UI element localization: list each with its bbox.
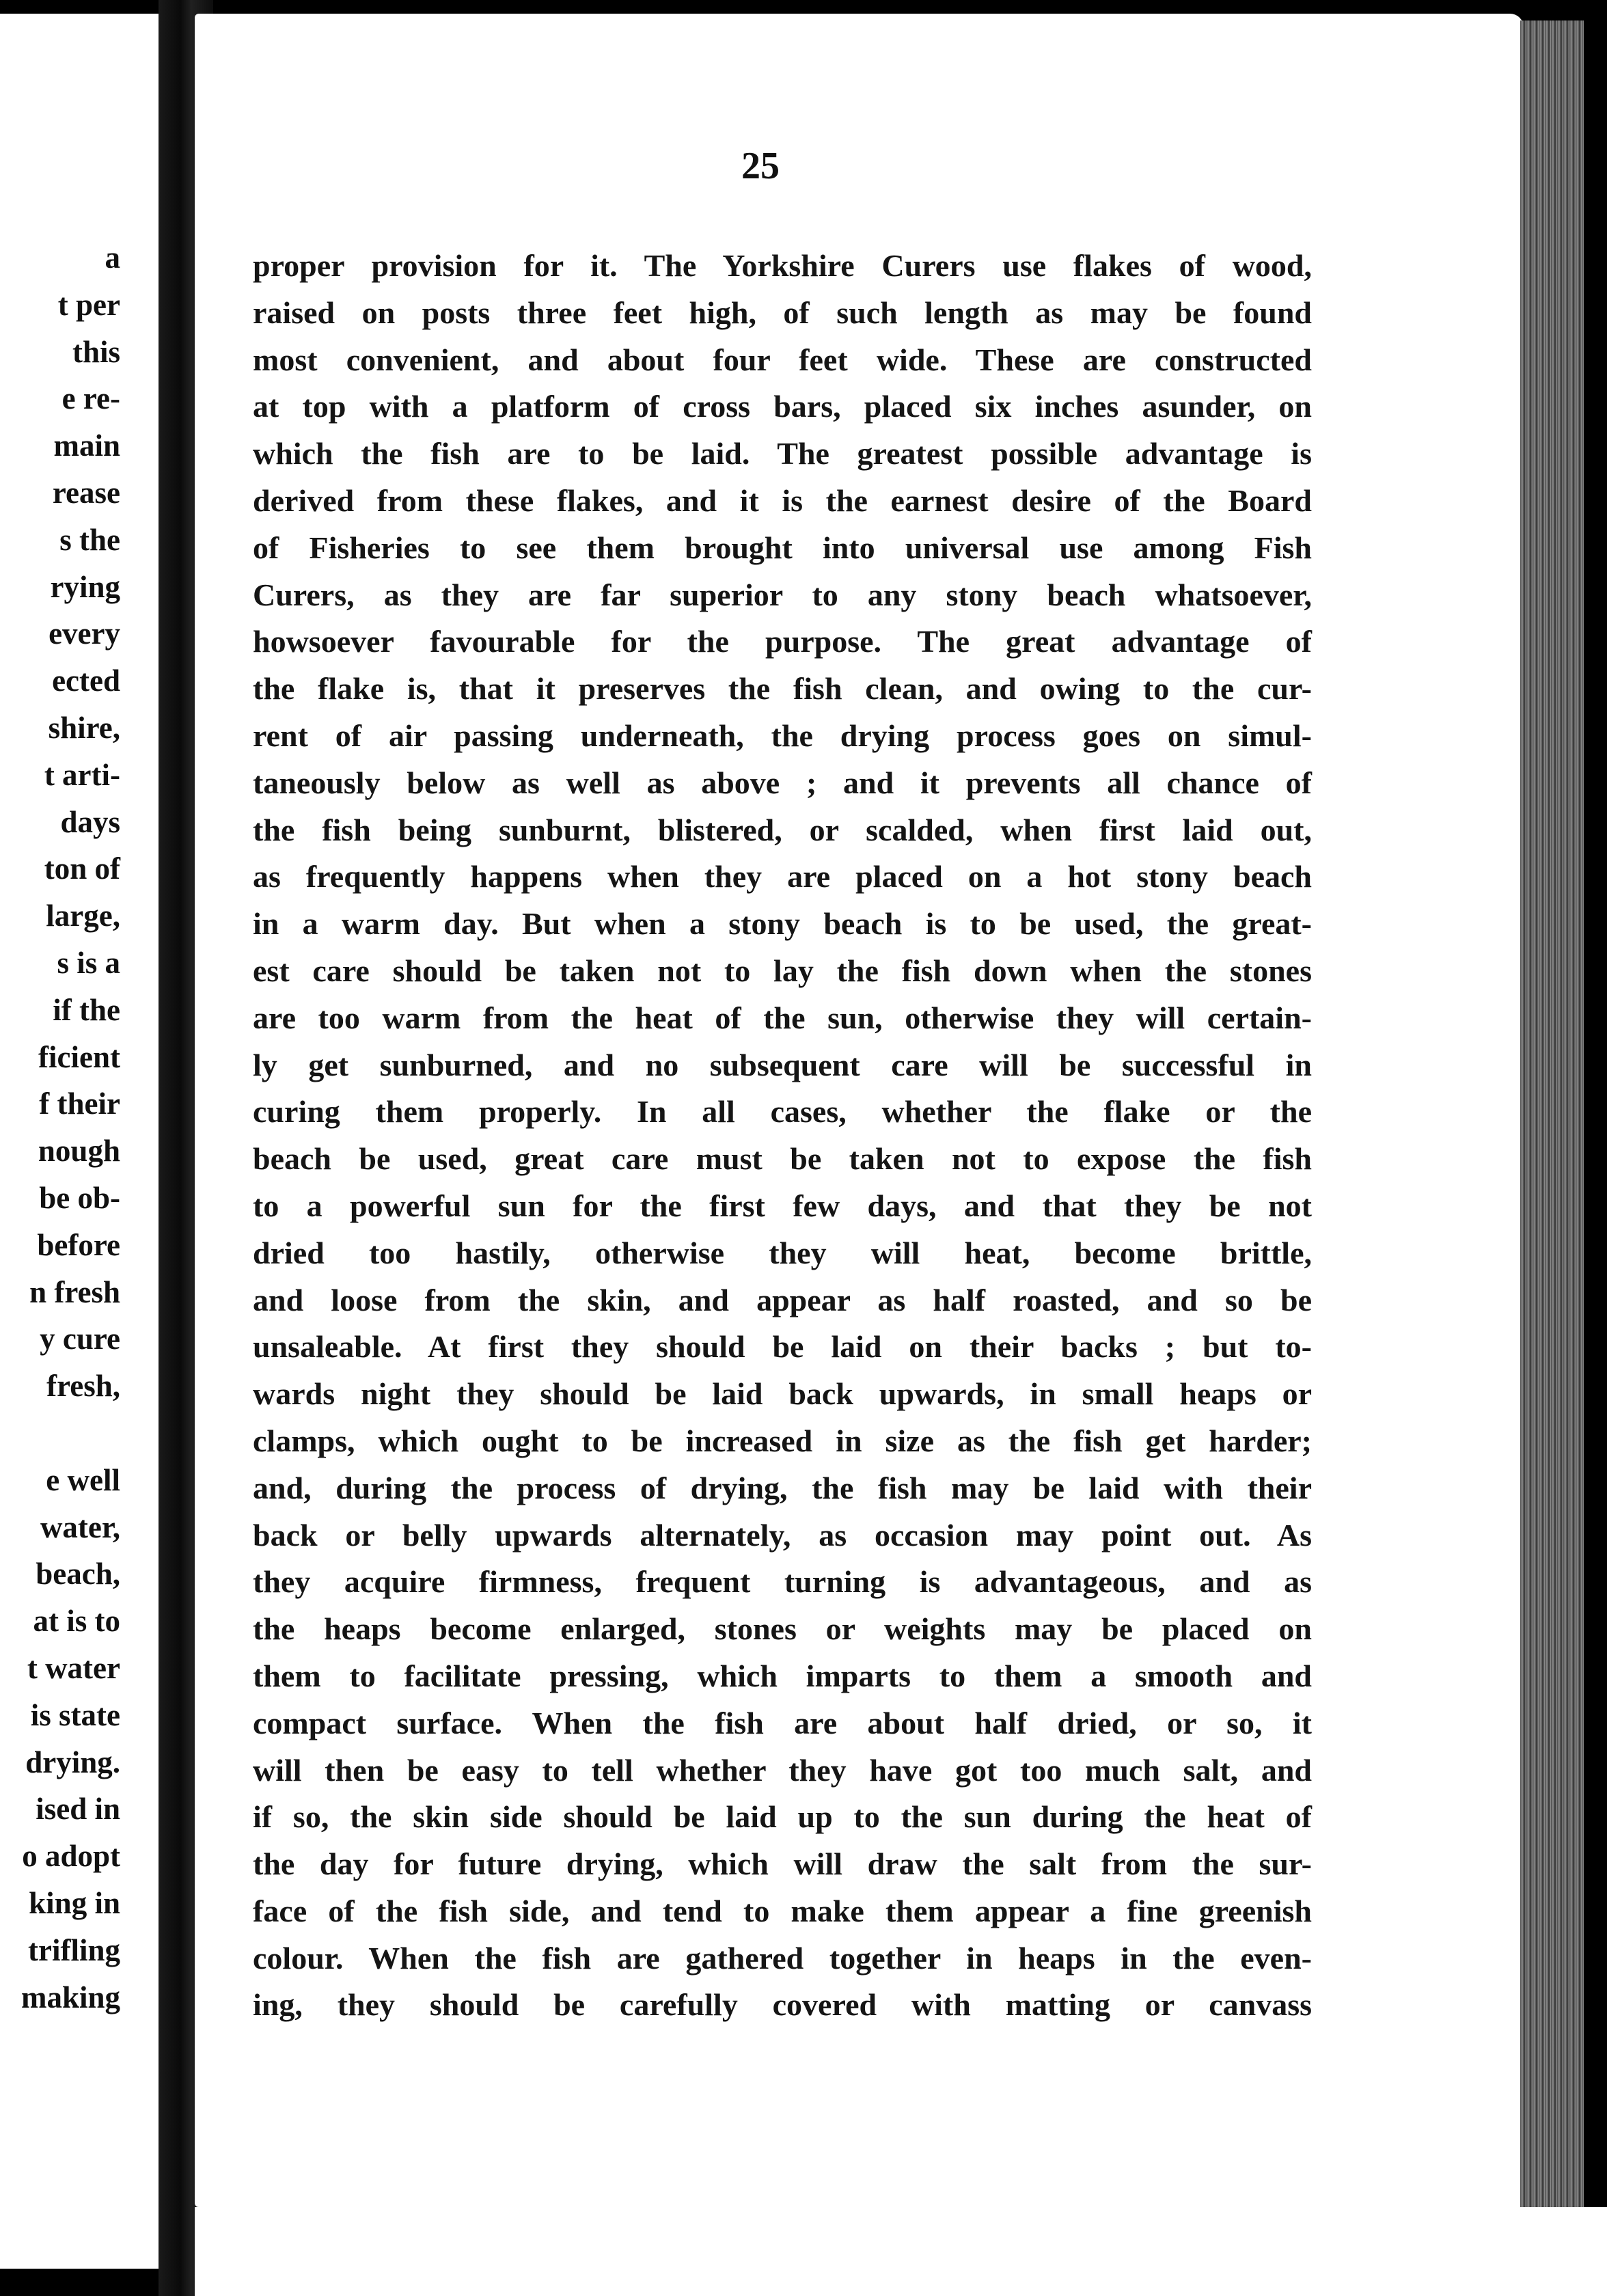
left-page-line: this <box>72 334 120 369</box>
body-text-line: raised on posts three feet high, of such length as may be found <box>253 295 1312 330</box>
left-page-line: t per <box>57 287 120 322</box>
body-text-line: derived from these flakes, and it is the earnest desire of the Board <box>253 482 1312 518</box>
body-text-line: clamps, which ought to be increased in size as the fish get harder; <box>253 1423 1312 1458</box>
body-text-line: the day for future drying, which will draw the salt from the sur- <box>253 1846 1312 1882</box>
body-text-line: the flake is, that it preserves the fish clean, and owing to the cur- <box>253 671 1312 707</box>
left-page-line: water, <box>40 1509 120 1544</box>
left-page-line: t water <box>27 1651 120 1685</box>
body-text-line: unsaleable. At first they should be laid on their backs ; but to- <box>253 1329 1312 1365</box>
body-text-line: proper provision for it. The Yorkshire Curers use flakes of wood, <box>253 248 1312 283</box>
body-text-line: ly get sunburned, and no subsequent care will be successful in <box>253 1047 1312 1082</box>
left-page-fragment <box>0 14 159 2269</box>
left-page-line: drying. <box>25 1745 120 1779</box>
left-page-line: nough <box>38 1134 120 1168</box>
body-text-line: they acquire firmness, frequent turning is advantageous, and as <box>253 1564 1312 1600</box>
body-text-line: rent of air passing underneath, the drying process goes on simul- <box>253 718 1312 753</box>
left-page-line: f their <box>39 1086 120 1121</box>
left-page-line: days <box>60 804 120 839</box>
left-page-line: king in <box>29 1886 120 1920</box>
scan-bottom-margin <box>195 2207 1607 2296</box>
body-text-line: the heaps become enlarged, stones or weights may be placed on <box>253 1611 1312 1647</box>
body-text-line: if so, the skin side should be laid up to the sun during the heat of <box>253 1799 1312 1835</box>
body-text-line: and, during the process of drying, the fish may be laid with their <box>253 1470 1312 1505</box>
left-page-line: ised in <box>36 1792 120 1827</box>
left-page-line: making <box>20 1980 120 2014</box>
body-text-line: back or belly upwards alternately, as occasion may point out. As <box>253 1517 1312 1553</box>
left-page-line: s the <box>59 522 120 557</box>
body-text-line: est care should be taken not to lay the fish down when the stones <box>253 953 1312 988</box>
body-text-line: curing them properly. In all cases, whether the flake or the <box>253 1094 1312 1130</box>
scan-border-right <box>1584 0 1607 2296</box>
left-page-line: every <box>49 616 120 651</box>
body-text-line: and loose from the skin, and appear as half roasted, and so be <box>253 1282 1312 1317</box>
body-text-line: are too warm from the heat of the sun, otherwise they will certain- <box>253 1000 1312 1035</box>
body-text-line: taneously below as well as above ; and it prevents all chance of <box>253 765 1312 800</box>
body-text-line: beach be used, great care must be taken not to expose the fish <box>253 1141 1312 1177</box>
left-page-line: fresh, <box>46 1369 120 1404</box>
left-page-line: s is a <box>57 946 120 980</box>
left-page-line: ton of <box>44 851 120 886</box>
body-text-line: most convenient, and about four feet wide. These are constructed <box>253 342 1312 377</box>
left-page-line: ficient <box>38 1039 120 1074</box>
body-text-line: them to facilitate pressing, which imparts to them a smooth and <box>253 1658 1312 1693</box>
left-page-line: o adopt <box>22 1839 120 1874</box>
body-text-line: colour. When the fish are gathered together in heaps in the even- <box>253 1940 1312 1976</box>
body-text-line: of Fisheries to see them brought into universal use among Fish <box>253 530 1312 565</box>
body-text-line: at top with a platform of cross bars, placed six inches asunder, on <box>253 389 1312 424</box>
body-text-line: face of the fish side, and tend to make them appear a fine greenish <box>253 1893 1312 1928</box>
body-text-line: as frequently happens when they are placed on a hot stony beach <box>253 859 1312 894</box>
body-text-line: ing, they should be carefully covered with matting or canvass <box>253 1987 1312 2023</box>
left-page-line: t arti- <box>44 757 120 792</box>
left-page-line: be ob- <box>39 1181 120 1215</box>
left-page-line: e re- <box>61 381 120 416</box>
left-page-line: shire, <box>48 711 120 745</box>
page-number: 25 <box>741 145 780 187</box>
page-stack-edge <box>1520 20 1589 2207</box>
body-text-line: howsoever favourable for the purpose. The great advantage of <box>253 624 1312 659</box>
body-text-line: to a powerful sun for the first few days, and that they be not <box>253 1188 1312 1223</box>
body-text-line: compact surface. When the fish are about half dried, or so, it <box>253 1705 1312 1740</box>
left-page-line: at is to <box>33 1604 120 1639</box>
left-page-line: before <box>37 1227 120 1262</box>
body-text-line: the fish being sunburnt, blistered, or scalded, when first laid out, <box>253 812 1312 847</box>
left-page-line: main <box>53 428 120 463</box>
body-text-line: wards night they should be laid back upwards, in small heaps or <box>253 1376 1312 1412</box>
body-text-line: will then be easy to tell whether they have got too much salt, and <box>253 1752 1312 1788</box>
body-text <box>253 243 1312 2029</box>
left-page-line: rease <box>52 476 120 510</box>
body-text-line: dried too hastily, otherwise they will heat, become brittle, <box>253 1235 1312 1270</box>
body-text-line: which the fish are to be laid. The greatest possible advantage is <box>253 436 1312 472</box>
left-page-line: e well <box>46 1462 120 1497</box>
left-page-line: trifling <box>28 1932 120 1967</box>
body-text-line: in a warm day. But when a stony beach is to be used, the great- <box>253 906 1312 942</box>
left-page-line: large, <box>46 899 120 933</box>
body-text-line: Curers, as they are far superior to any stony beach whatsoever, <box>253 577 1312 612</box>
left-page-line: rying <box>50 569 120 604</box>
left-page-line: y cure <box>40 1322 120 1356</box>
left-page-line: is state <box>30 1697 120 1732</box>
left-page-line: n fresh <box>29 1274 120 1309</box>
left-page-line: a <box>105 241 120 275</box>
left-page-line: beach, <box>36 1557 120 1591</box>
left-page-line: if the <box>53 992 120 1027</box>
left-page-line: ected <box>52 664 120 698</box>
